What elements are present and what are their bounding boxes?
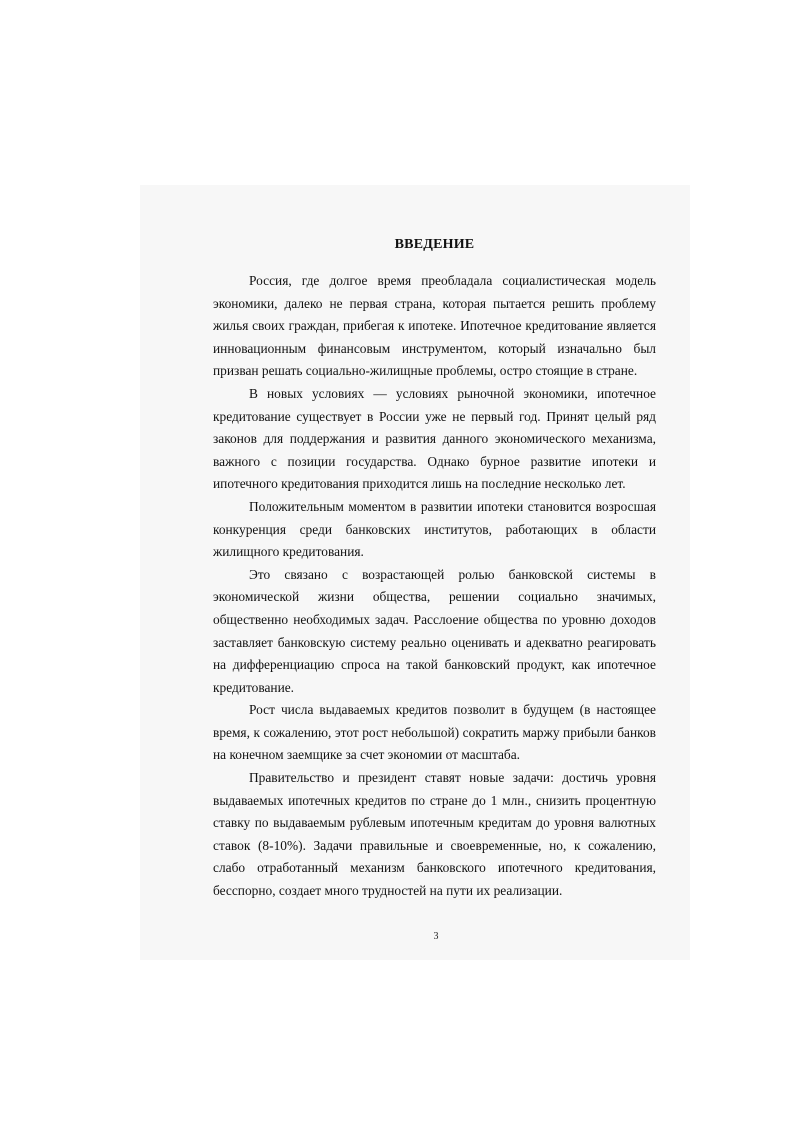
page-content	[213, 236, 656, 903]
paragraph-4: Это связано с возрастающей ролью банковской системы в экономической жизни общества, решении социально значимых, общественно необходимых задач. Расслоение общества по уровню доходов заставляет банковскую систему реально оценивать и адекватно реагировать на дифференциацию спроса на такой банковский продукт, как ипотечное кредитование.	[213, 566, 656, 695]
paragraph-2: В новых условиях — условиях рыночной экономики, ипотечное кредитование существует в России уже не первый год. Принят целый ряд законов для поддержания и развития данного экономического механизма, важного с позиции государства. Однако бурное развитие ипотеки и ипотечного кредитования приходится лишь на последние несколько лет.	[213, 385, 656, 492]
page-title: ВВЕДЕНИЕ	[394, 237, 475, 252]
page-number: 3	[433, 931, 439, 942]
paragraph-1: Россия, где долгое время преобладала социалистическая модель экономики, далеко не первая страна, которая пытается решить проблему жилья своих граждан, прибегая к ипотеке. Ипотечное кредитование является инновационным финансовым инструментом, который изначально был призван решать социально-жилищные проблемы, остро стоящие в стране.	[213, 273, 656, 379]
paragraph-6: Правительство и президент ставят новые задачи: достичь уровня выдаваемых ипотечных кредитов по стране до 1 млн., снизить процентную ставку по выдаваемым рублевым ипотечным кредитам до уровня валютных ставок (8-10%). Задачи правильные и своевременные, но, к сожалению, слабо отработанный механизм банковского ипотечного кредитования, бесспорно, создает много трудностей на пути их реализации.	[213, 770, 656, 899]
paragraph-5: Рост числа выдаваемых кредитов позволит в будущем (в настоящее время, к сожалению, этот рост небольшой) сократить маржу прибыли банков на конечном заемщике за счет экономии от масштаба.	[213, 702, 656, 763]
paragraph-3: Положительным моментом в развитии ипотеки становится возросшая конкуренция среди банковских институтов, работающих в области жилищного кредитования.	[213, 498, 656, 560]
